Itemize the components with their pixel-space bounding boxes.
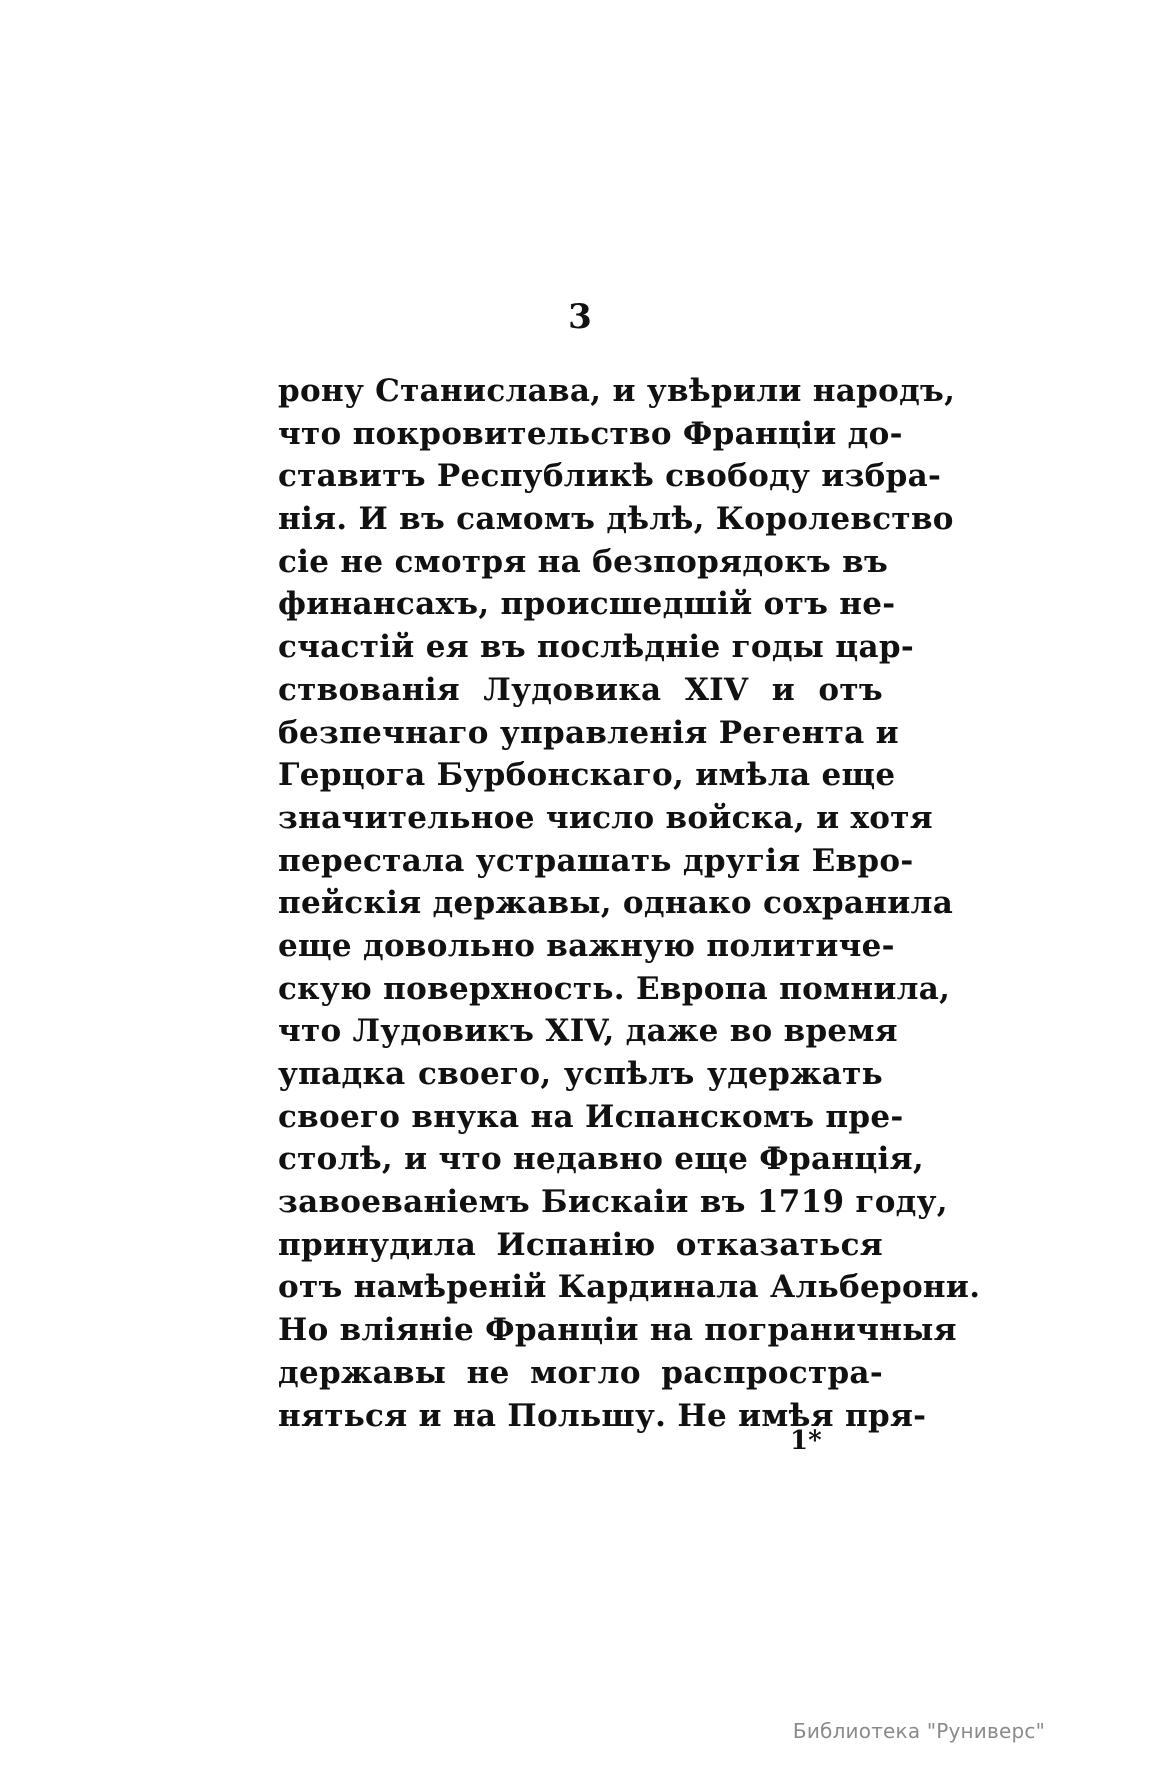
text-line: своего внука на Испанскомъ пре-: [278, 1098, 904, 1135]
text-line: нія. И въ самомъ дѣлѣ, Королевство: [278, 501, 954, 538]
text-line: ствованія Лудовика XIV и отъ: [278, 671, 883, 708]
text-line: счастій ея въ послѣдніе годы цар-: [278, 629, 914, 666]
text-line: принудила Испанію отказаться: [278, 1226, 883, 1263]
page-number: 3: [568, 297, 592, 337]
text-line: Но вліяніе Франціи на пограничныя: [278, 1312, 957, 1349]
text-line: еще довольно важную политиче-: [278, 927, 895, 964]
text-line: значительное число войска, и хотя: [278, 799, 933, 836]
text-line: сіе не смотря на безпорядокъ въ: [278, 543, 889, 580]
text-line: перестала устрашать другія Евро-: [278, 842, 914, 879]
text-line: безпечнаго управленія Регента и: [278, 714, 899, 751]
library-watermark: Библиотека "Руниверс": [792, 1719, 1045, 1743]
signature-mark: 1*: [790, 1426, 822, 1456]
body-text: [278, 370, 981, 1437]
text-line: пейскія державы, однако сохранила: [278, 885, 954, 922]
text-line: няться и на Польшу. Не имѣя пря-: [278, 1397, 927, 1434]
text-line: завоеваніемъ Бискаіи въ 1719 году,: [278, 1184, 948, 1221]
text-line: что Лудовикъ XIV, даже во время: [278, 1013, 898, 1050]
text-line: державы не могло распростра-: [278, 1354, 883, 1391]
text-line: Герцога Бурбонскаго, имѣла еще: [278, 757, 896, 794]
text-line: рону Станислава, и увѣрили народъ,: [278, 373, 956, 409]
text-line: скую поверхность. Европа помнила,: [278, 970, 951, 1007]
text-line: упадка своего, успѣлъ удержать: [278, 1056, 883, 1092]
text-line: столѣ, и что недавно еще Франція,: [278, 1141, 924, 1178]
text-line: что покровительство Франціи до-: [278, 415, 903, 452]
text-line: ставитъ Республикѣ свободу избра-: [278, 458, 942, 495]
text-line: отъ намѣреній Кардинала Альберони.: [278, 1269, 981, 1306]
text-line: финансахъ, происшедшій отъ не-: [278, 586, 896, 623]
